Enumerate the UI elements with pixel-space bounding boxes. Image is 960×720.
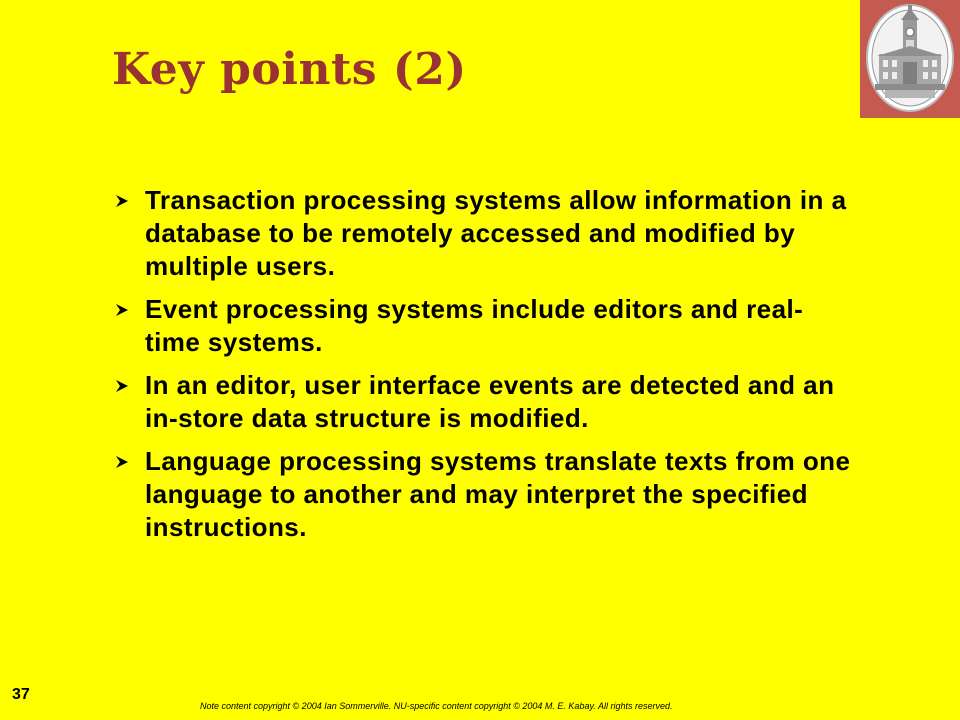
clock-tower-logo-icon [865,2,955,114]
arrow-bullet-icon [114,454,130,470]
copyright-footer: Note content copyright © 2004 Ian Sommerville. NU-specific content copyright © 2004 M. E. Kabay. All rights reserved. [200,701,673,711]
bullet-text: Event processing systems include editors and real-time systems. [145,294,804,357]
bullet-item [113,184,853,283]
bullet-text: Transaction processing systems allow information in a database to be remotely accessed and modified by multiple users. [145,185,847,281]
page-number: 37 [12,686,30,703]
bullet-item [113,293,853,359]
arrow-bullet-icon [114,193,130,209]
bullet-text: In an editor, user interface events are detected and an in-store data structure is modified. [145,370,835,433]
bullet-item [113,369,853,435]
arrow-bullet-icon [114,302,130,318]
bullet-item [113,445,853,544]
arrow-bullet-icon [114,378,130,394]
bullet-text: Language processing systems translate texts from one language to another and may interpret the specified instructions. [145,446,851,542]
slide-title: Key points (2) [112,44,467,95]
logo-panel [860,0,960,118]
bullet-list [113,184,853,554]
